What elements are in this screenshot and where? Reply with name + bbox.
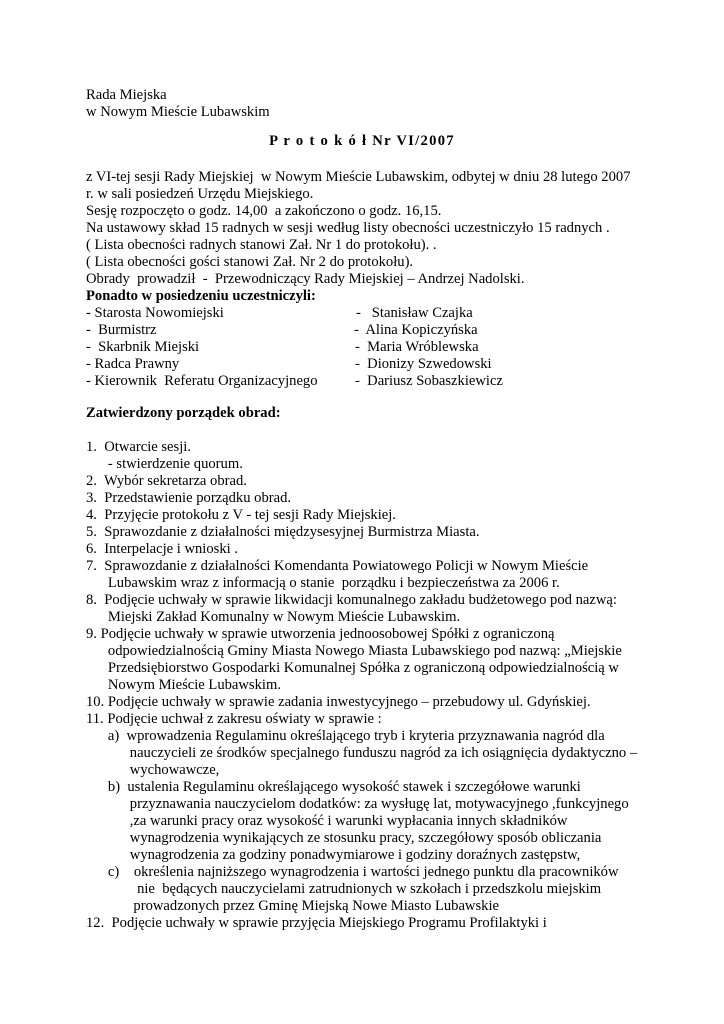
participant-role: - Skarbnik Miejski <box>86 339 200 355</box>
agenda-line: 6. Interpelacje i wnioski . <box>86 541 238 557</box>
agenda-line: 8. Podjęcie uchwały w sprawie likwidacji komunalnego zakładu budżetowego pod nazwą: <box>86 592 617 608</box>
agenda-line: 2. Wybór sekretarza obrad. <box>86 473 247 489</box>
participant-name: - Maria Wróblewska <box>355 339 479 355</box>
agenda-heading: Zatwierdzony porządek obrad: <box>86 405 281 421</box>
agenda-line: Przedsiębiorstwo Gospodarki Komunalnej Spółka z ograniczoną odpowiedzialnością w <box>86 660 619 676</box>
participant-role: - Starosta Nowomiejski <box>86 305 224 321</box>
agenda-line: odpowiedzialnością Gminy Miasta Nowego Miasta Lubawskiego pod nazwą: „Miejskie <box>86 643 622 659</box>
intro-line: z VI-tej sesji Rady Miejskiej w Nowym Mieście Lubawskim, odbytej w dniu 28 lutego 2007 <box>86 169 631 185</box>
agenda-line: ,za warunki pracy oraz wysokość i warunki wypłacania innych składników <box>86 813 568 829</box>
agenda-line: nie będących nauczycielami zatrudnionych w szkołach i przedszkolu miejskim <box>86 881 602 897</box>
agenda-line: prowadzonych przez Gminę Miejską Nowe Miasto Lubawskie <box>86 898 499 914</box>
participant-name: - Stanisław Czajka <box>356 305 473 321</box>
agenda-line: Miejski Zakład Komunalny w Nowym Mieście Lubawskim. <box>86 609 461 625</box>
agenda-line: wynagrodzenia za godziny ponadwymiarowe i godziny doraźnych zastępstw, <box>86 847 581 863</box>
agenda-line: - stwierdzenie quorum. <box>86 456 243 472</box>
agenda-line: 10. Podjęcie uchwały w sprawie zadania inwestycyjnego – przebudowy ul. Gdyńskiej. <box>86 694 591 710</box>
agenda-line: przyznawania nauczycielom dodatków: za wysługę lat, motywacyjnego ,funkcyjnego <box>86 796 629 812</box>
agenda-line: Nowym Mieście Lubawskim. <box>86 677 281 693</box>
agenda-line: nauczycieli ze środków specjalnego funduszu nagród za ich osiągnięcia dydaktyczno – <box>86 745 638 761</box>
intro-line: ( Lista obecności gości stanowi Zał. Nr 2 do protokołu). <box>86 254 414 270</box>
intro-line: Na ustawowy skład 15 radnych w sesji według listy obecności uczestniczyło 15 radnych . <box>86 220 610 236</box>
agenda-line: 4. Przyjęcie protokołu z V - tej sesji Rady Miejskiej. <box>86 507 396 523</box>
council-name: Rada Miejska <box>86 87 167 103</box>
participant-role: - Burmistrz <box>86 322 157 338</box>
participant-name: - Alina Kopiczyńska <box>354 322 478 338</box>
agenda-line: 1. Otwarcie sesji. <box>86 439 191 455</box>
agenda-line: Lubawskim wraz z informacją o stanie porządku i bezpieczeństwa za 2006 r. <box>86 575 560 591</box>
participant-name: - Dariusz Sobaszkiewicz <box>355 373 503 389</box>
agenda-line: a) wprowadzenia Regulaminu określającego tryb i kryteria przyznawania nagród dla <box>86 728 605 744</box>
participant-role: - Radca Prawny <box>86 356 180 372</box>
agenda-line: 12. Podjęcie uchwały w sprawie przyjęcia Miejskiego Programu Profilaktyki i <box>86 915 547 931</box>
participants-heading: Ponadto w posiedzeniu uczestniczyli: <box>86 288 316 304</box>
intro-line: ( Lista obecności radnych stanowi Zał. Nr 1 do protokołu). . <box>86 237 437 253</box>
agenda-line: 3. Przedstawienie porządku obrad. <box>86 490 292 506</box>
intro-line: Sesję rozpoczęto o godz. 14,00 a zakończono o godz. 16,15. <box>86 203 442 219</box>
agenda-line: b) ustalenia Regulaminu określającego wysokość stawek i szczegółowe warunki <box>86 779 581 795</box>
participant-name: - Dionizy Szwedowski <box>355 356 492 372</box>
agenda-line: 9. Podjęcie uchwały w sprawie utworzenia jednoosobowej Spółki z ograniczoną <box>86 626 555 642</box>
agenda-line: wychowawcze, <box>86 762 220 778</box>
document-title: P r o t o k ó ł Nr VI/2007 <box>269 133 455 149</box>
agenda-line: wynagrodzenia wynikających ze stosunku pracy, szczegółowy sposób obliczania <box>86 830 602 846</box>
intro-line: r. w sali posiedzeń Urzędu Miejskiego. <box>86 186 314 202</box>
participant-role: - Kierownik Referatu Organizacyjnego <box>86 373 318 389</box>
agenda-line: 11. Podjęcie uchwał z zakresu oświaty w sprawie : <box>86 711 382 727</box>
council-location: w Nowym Mieście Lubawskim <box>86 104 270 120</box>
agenda-line: 5. Sprawozdanie z działalności międzysesyjnej Burmistrza Miasta. <box>86 524 480 540</box>
agenda-line: 7. Sprawozdanie z działalności Komendanta Powiatowego Policji w Nowym Mieście <box>86 558 589 574</box>
agenda-line: c) określenia najniższego wynagrodzenia i wartości jednego punktu dla pracowników <box>86 864 619 880</box>
intro-line: Obrady prowadził - Przewodniczący Rady Miejskiej – Andrzej Nadolski. <box>86 271 525 287</box>
